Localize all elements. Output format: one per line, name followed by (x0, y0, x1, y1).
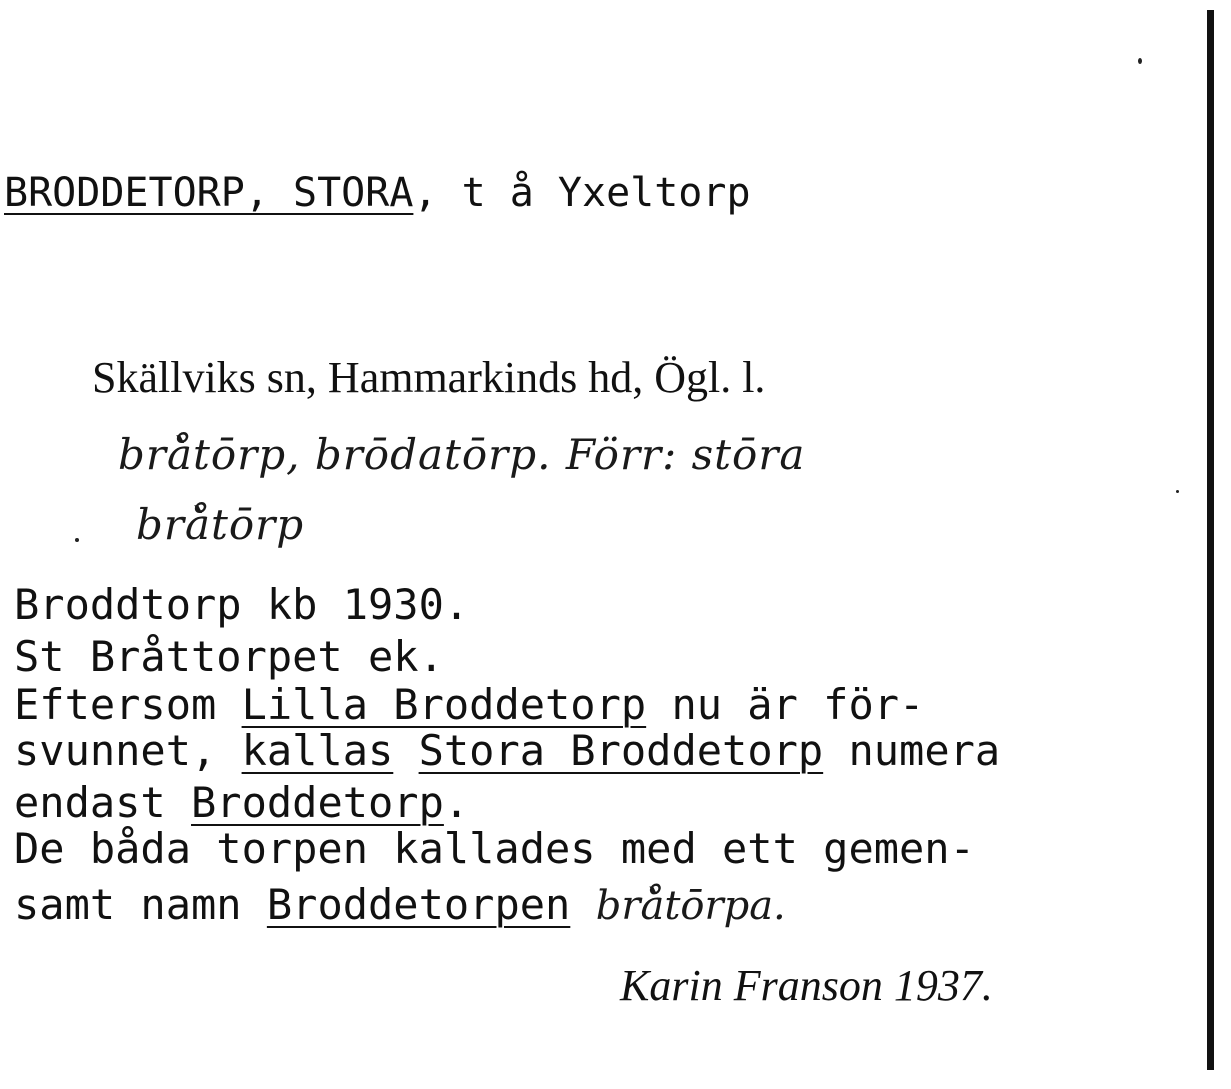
handwritten-pronunciation-2: brå̀tōrp (136, 500, 305, 549)
text-fragment: nu är för- (646, 680, 925, 729)
location-line: Skällviks sn, Hammarkinds hd, Ögl. l. (92, 353, 766, 402)
text-fragment: samt namn (14, 880, 267, 929)
scan-speck (1176, 490, 1179, 493)
text-line-1: Broddtorp kb 1930. (14, 580, 470, 629)
text-fragment: endast (14, 778, 192, 827)
text-fragment: . (443, 778, 470, 827)
text-fragment: svunnet, (14, 726, 242, 775)
handwritten-pronunciation-3: brå̀tōrpa. (570, 883, 786, 929)
text-line-5 (14, 778, 469, 827)
scan-speck (1138, 58, 1142, 64)
text-fragment: Eftersom (14, 680, 242, 729)
text-fragment (393, 726, 418, 775)
card-heading (4, 170, 751, 216)
handwritten-pronunciation-1: brå̀tōrp, brōdatōrp. Förr: stōra (118, 430, 806, 479)
place-description: , t å Yxeltorp (413, 170, 751, 216)
text-line-2: St Bråttorpet ek. (14, 632, 444, 681)
underlined-name: Broddetorp (191, 778, 444, 827)
text-line-3 (14, 680, 924, 729)
scan-speck (75, 538, 79, 542)
place-name: BRODDETORP, STORA (4, 170, 414, 216)
text-line-6: De båda torpen kallades med ett gemen- (14, 824, 975, 873)
underlined-name: Lilla Broddetorp (241, 680, 647, 729)
text-fragment: numera (823, 726, 1001, 775)
text-line-7 (14, 880, 786, 929)
underlined-name: Stora Broddetorp (418, 726, 824, 775)
underlined-word: kallas (241, 726, 394, 775)
text-line-4 (14, 726, 1000, 775)
signature: Karin Franson 1937. (620, 961, 993, 1010)
underlined-name: Broddetorpen (266, 880, 571, 929)
card-edge-border (1207, 10, 1214, 1070)
